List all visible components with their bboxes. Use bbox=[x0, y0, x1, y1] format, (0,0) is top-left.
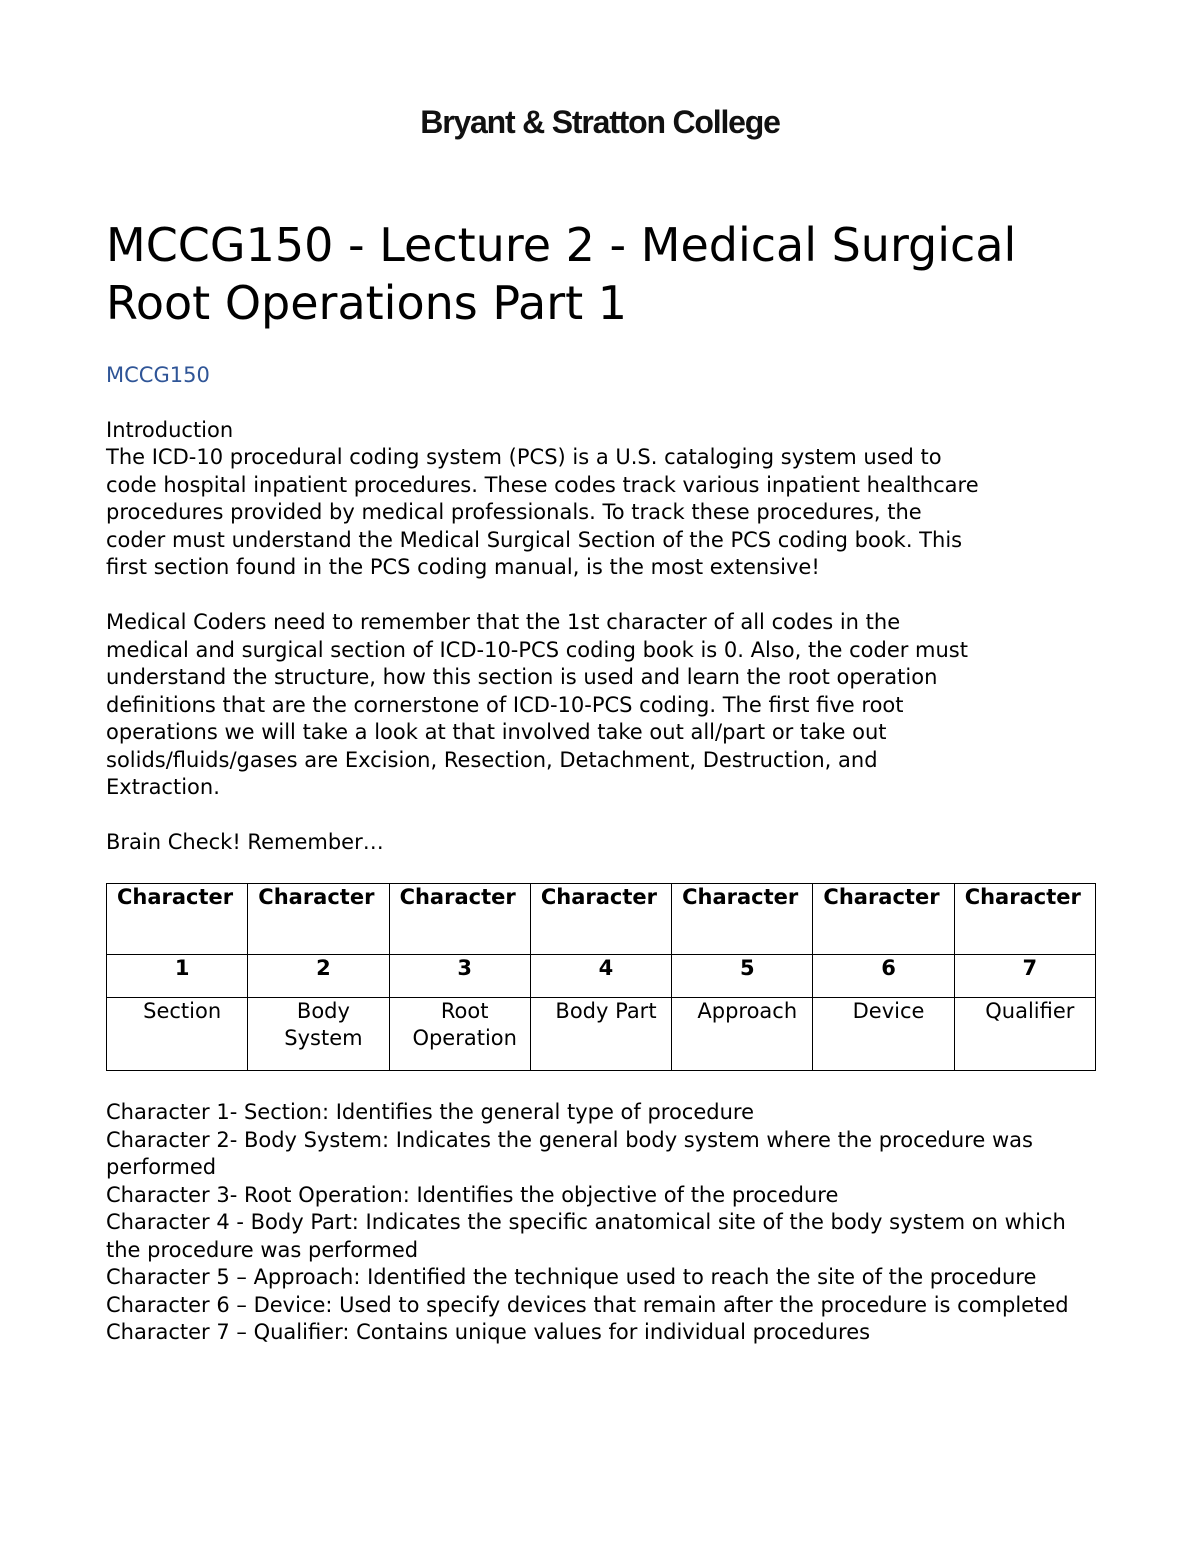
coders-paragraph: Medical Coders need to remember that the 1st character of all codes in the medical and surgical section of ICD-10-PCS coding book is 0. Also, the coder must understand the structure, how this section is used and learn the root operation definitions that are the cornerstone of ICD-10-PCS coding. The first five root operations we will take a look at that involved take out all/part or take out solids/fluids/gases are Excision, Resection, Detachment, Destruction, and Extraction. bbox=[106, 610, 968, 799]
list-item: Character 6 – Device: Used to specify devices that remain after the procedure is completed bbox=[106, 1292, 1069, 1317]
character-definitions-list bbox=[106, 1099, 1106, 1347]
table-number-cell: 1 bbox=[107, 955, 248, 998]
table-value-cell: Device bbox=[813, 998, 954, 1071]
course-link[interactable]: MCCG150 bbox=[106, 363, 210, 387]
intro-paragraph: The ICD-10 procedural coding system (PCS) is a U.S. cataloging system used to code hospital inpatient procedures. These codes track various inpatient healthcare procedures provided by medical professionals. To track these procedures, the coder must understand the Medical Surgical Section of the PCS coding book. This first section found in the PCS coding manual, is the most extensive! bbox=[106, 445, 979, 579]
table-number-cell: 2 bbox=[248, 955, 389, 998]
intro-heading: Introduction bbox=[106, 418, 234, 442]
table-value-cell: Approach bbox=[672, 998, 813, 1071]
list-item: Character 5 – Approach: Identified the technique used to reach the site of the procedure bbox=[106, 1265, 1037, 1289]
table-number-cell: 7 bbox=[954, 955, 1095, 998]
table-header-cell: Character bbox=[813, 884, 954, 955]
list-item: Character 3- Root Operation: Identifies the objective of the procedure bbox=[106, 1182, 839, 1207]
table-value-cell: Qualifier bbox=[954, 998, 1095, 1071]
list-item: Character 2- Body System: Indicates the general body system where the procedure was performed bbox=[106, 1127, 1033, 1179]
table-header-row bbox=[107, 884, 1096, 955]
brain-check-text: Brain Check! Remember… bbox=[106, 830, 384, 854]
college-logo: Bryant & Stratton College bbox=[420, 104, 780, 140]
table-value-cell: Root Operation bbox=[389, 998, 530, 1071]
table-number-cell: 3 bbox=[389, 955, 530, 998]
table-header-cell: Character bbox=[107, 884, 248, 955]
list-item: Character 7 – Qualifier: Contains unique values for individual procedures bbox=[106, 1320, 871, 1344]
table-value-row bbox=[107, 998, 1096, 1071]
table-number-cell: 5 bbox=[672, 955, 813, 998]
list-item: Character 1- Section: Identifies the general type of procedure bbox=[106, 1100, 755, 1124]
table-header-cell: Character bbox=[954, 884, 1095, 955]
table-header-cell: Character bbox=[672, 884, 813, 955]
table-value-cell: Body System bbox=[248, 998, 389, 1071]
table-number-cell: 6 bbox=[813, 955, 954, 998]
page-title: MCCG150 - Lecture 2 - Medical Surgical Root Operations Part 1 bbox=[106, 218, 1017, 330]
table-number-row bbox=[107, 955, 1096, 998]
list-item: Character 4 - Body Part: Indicates the specific anatomical site of the body system on which the procedure was performed bbox=[106, 1210, 1066, 1262]
table-header-cell: Character bbox=[389, 884, 530, 955]
table-value-cell: Section bbox=[107, 998, 248, 1071]
table-header-cell: Character bbox=[248, 884, 389, 955]
character-table bbox=[106, 883, 1096, 1071]
table-header-cell: Character bbox=[530, 884, 671, 955]
table-value-cell: Body Part bbox=[530, 998, 671, 1071]
table-number-cell: 4 bbox=[530, 955, 671, 998]
